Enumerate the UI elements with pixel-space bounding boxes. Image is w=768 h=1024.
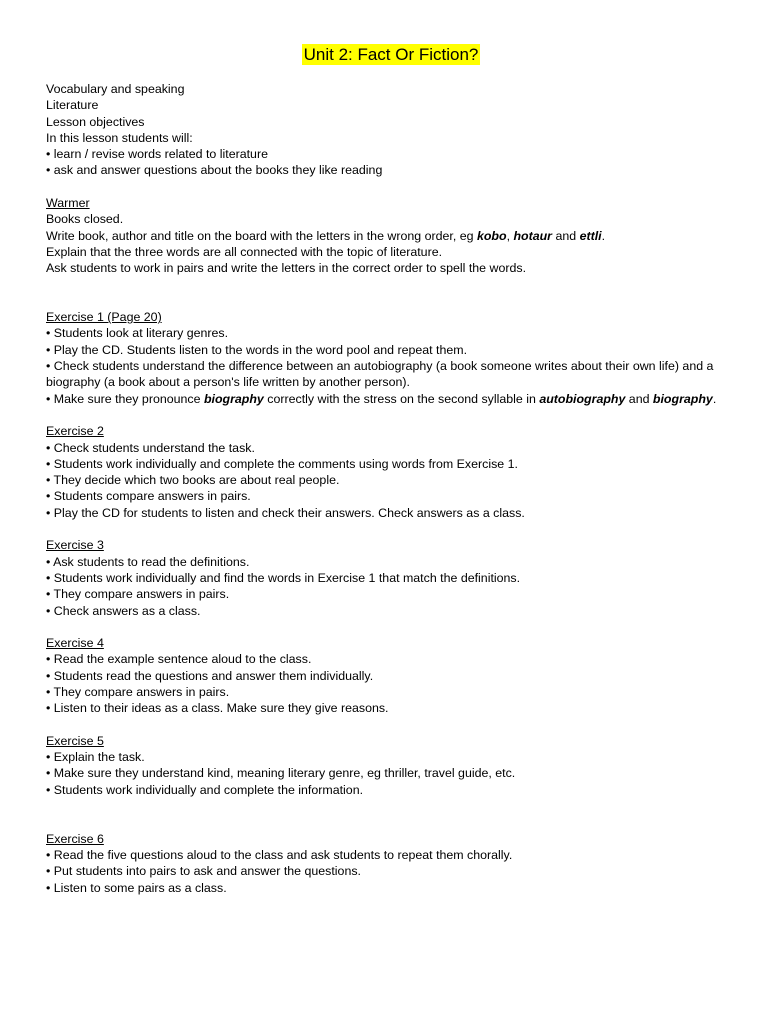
emphasis-word: biography [203, 391, 264, 406]
title-block [46, 44, 736, 65]
bullet-line: • Students compare answers in pairs. [46, 489, 251, 504]
text-span: and [552, 228, 580, 243]
scrambled-word: hotaur [513, 228, 552, 243]
emphasis-word: autobiography [539, 391, 626, 406]
section-heading: Exercise 3 [46, 538, 104, 553]
document-page [46, 44, 736, 896]
text-line: Ask students to work in pairs and write the letters in the correct order to spell the words. [46, 261, 527, 276]
scrambled-word: ettli [579, 228, 602, 243]
bullet-line: • Students look at literary genres. [46, 326, 229, 341]
section-heading: Exercise 1 (Page 20) [46, 310, 162, 325]
bullet-line [46, 391, 736, 407]
text-line: Explain that the three words are all connected with the topic of literature. [46, 244, 443, 259]
bullet-line: • Students work individually and find the words in Exercise 1 that match the definitions. [46, 570, 521, 585]
bullet-line: • Check students understand the difference between an autobiography (a book someone writes about their own life) and a biography (a book about a person's life written by another person). [46, 359, 714, 390]
bullet-line: • Play the CD. Students listen to the words in the word pool and repeat them. [46, 342, 468, 357]
section-heading: Exercise 6 [46, 831, 104, 846]
intro-line: Vocabulary and speaking [46, 82, 185, 96]
bullet-line: • Read the example sentence aloud to the class. [46, 652, 312, 667]
exercise-1-section [46, 309, 736, 407]
text-span: • Make sure they pronounce [46, 391, 204, 406]
text-span: Write book, author and title on the board with the letters in the wrong order, eg [46, 228, 477, 243]
bullet-line: • Read the five questions aloud to the class and ask students to repeat them chorally. [46, 847, 513, 862]
bullet-line: • Students work individually and complete the information. [46, 782, 364, 797]
bullet-line: • Make sure they understand kind, meaning literary genre, eg thriller, travel guide, etc. [46, 766, 516, 781]
warmer-section [46, 195, 736, 276]
exercise-4-section [46, 635, 736, 716]
page-title: Unit 2: Fact Or Fiction? [303, 45, 479, 64]
bullet-line: • Ask students to read the definitions. [46, 554, 250, 569]
emphasis-word: biography [652, 391, 713, 406]
intro-line: Literature [46, 98, 99, 113]
intro-line: In this lesson students will: [46, 130, 193, 145]
bullet-line: • They compare answers in pairs. [46, 587, 230, 602]
intro-line: Lesson objectives [46, 114, 145, 129]
bullet-line: • They compare answers in pairs. [46, 684, 230, 699]
text-line: Books closed. [46, 212, 124, 227]
intro-bullet: • learn / revise words related to literature [46, 147, 268, 162]
bullet-line: • They decide which two books are about real people. [46, 473, 340, 488]
section-heading: Exercise 5 [46, 733, 104, 748]
section-heading: Exercise 4 [46, 636, 104, 651]
bullet-line: • Listen to their ideas as a class. Make sure they give reasons. [46, 701, 389, 716]
exercise-3-section [46, 537, 736, 618]
bullet-line: • Put students into pairs to ask and answer the questions. [46, 864, 361, 879]
intro-section [46, 81, 736, 179]
exercise-5-section [46, 733, 736, 798]
section-heading: Exercise 2 [46, 424, 104, 439]
text-span: correctly with the stress on the second syllable in [263, 391, 540, 406]
exercise-6-section [46, 831, 736, 896]
bullet-line: • Play the CD for students to listen and check their answers. Check answers as a class. [46, 505, 525, 520]
text-span: . [601, 228, 606, 243]
bullet-line: • Check answers as a class. [46, 603, 201, 618]
intro-bullet: • ask and answer questions about the books they like reading [46, 163, 383, 178]
text-span: , [506, 228, 514, 243]
bullet-line: • Check students understand the task. [46, 440, 255, 455]
exercise-2-section [46, 423, 736, 521]
bullet-line: • Listen to some pairs as a class. [46, 880, 227, 895]
text-line [46, 228, 736, 244]
bullet-line: • Students read the questions and answer them individually. [46, 668, 374, 683]
bullet-line: • Explain the task. [46, 750, 145, 765]
text-span: . [712, 391, 717, 406]
bullet-line: • Students work individually and complete the comments using words from Exercise 1. [46, 456, 518, 471]
section-heading: Warmer [46, 196, 90, 211]
scrambled-word: kobo [476, 228, 507, 243]
text-span: and [625, 391, 653, 406]
